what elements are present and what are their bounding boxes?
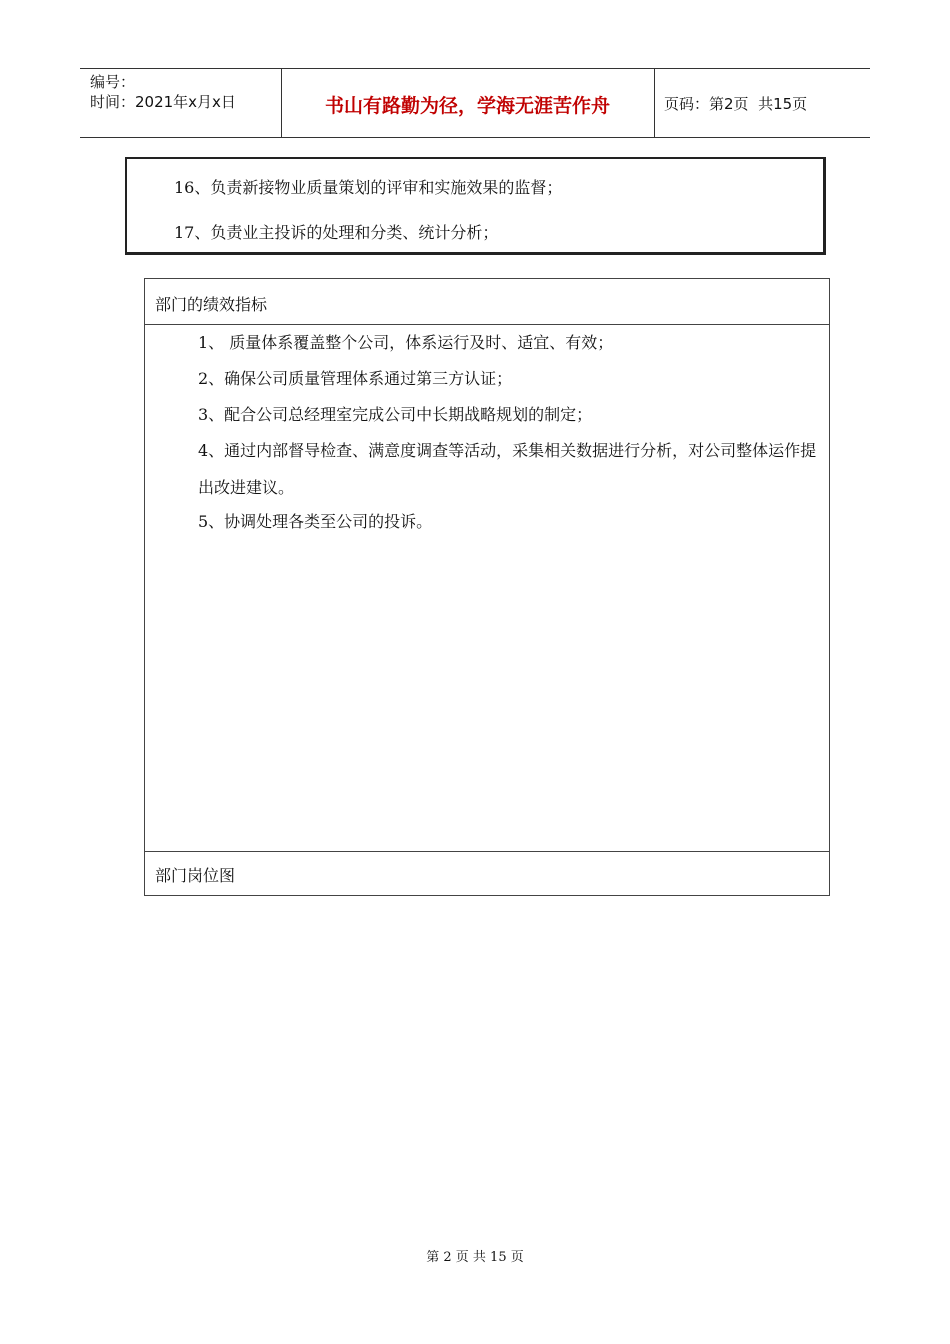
performance-item: 3、配合公司总经理室完成公司中长期战略规划的制定； — [198, 405, 593, 424]
performance-table — [144, 278, 830, 896]
document-number-label: 编号： — [90, 73, 136, 91]
document-date-label: 时间：2021年x月x日 — [90, 93, 236, 111]
performance-item: 1、 质量体系覆盖整个公司，体系运行及时、适宜、有效； — [198, 333, 614, 352]
responsibilities-box — [125, 157, 826, 255]
page-header — [80, 68, 870, 138]
responsibility-item: 17、负责业主投诉的处理和分类、统计分析； — [174, 223, 499, 242]
performance-title: 部门的绩效指标 — [155, 295, 268, 314]
header-page-info: 页码：第2页 共15页 — [664, 95, 808, 113]
responsibility-item: 16、负责新接物业质量策划的评审和实施效果的监督； — [174, 178, 563, 197]
page-footer: 第 2 页 共 15 页 — [426, 1250, 524, 1265]
performance-item: 5、协调处理各类至公司的投诉。 — [198, 512, 433, 531]
header-meta-cell — [80, 69, 282, 137]
header-motto: 书山有路勤为径，学海无涯苦作舟 — [324, 95, 610, 117]
org-chart-title: 部门岗位图 — [155, 866, 236, 885]
performance-title-row — [145, 279, 829, 325]
performance-item: 2、确保公司质量管理体系通过第三方认证； — [198, 369, 513, 388]
performance-body-row — [145, 324, 829, 852]
org-chart-row — [145, 852, 829, 895]
header-page-cell — [654, 69, 870, 137]
header-motto-cell — [281, 69, 655, 137]
performance-item: 4、通过内部督导检查、满意度调查等活动，采集相关数据进行分析，对公司整体运作提出改进建议。 — [198, 441, 817, 497]
